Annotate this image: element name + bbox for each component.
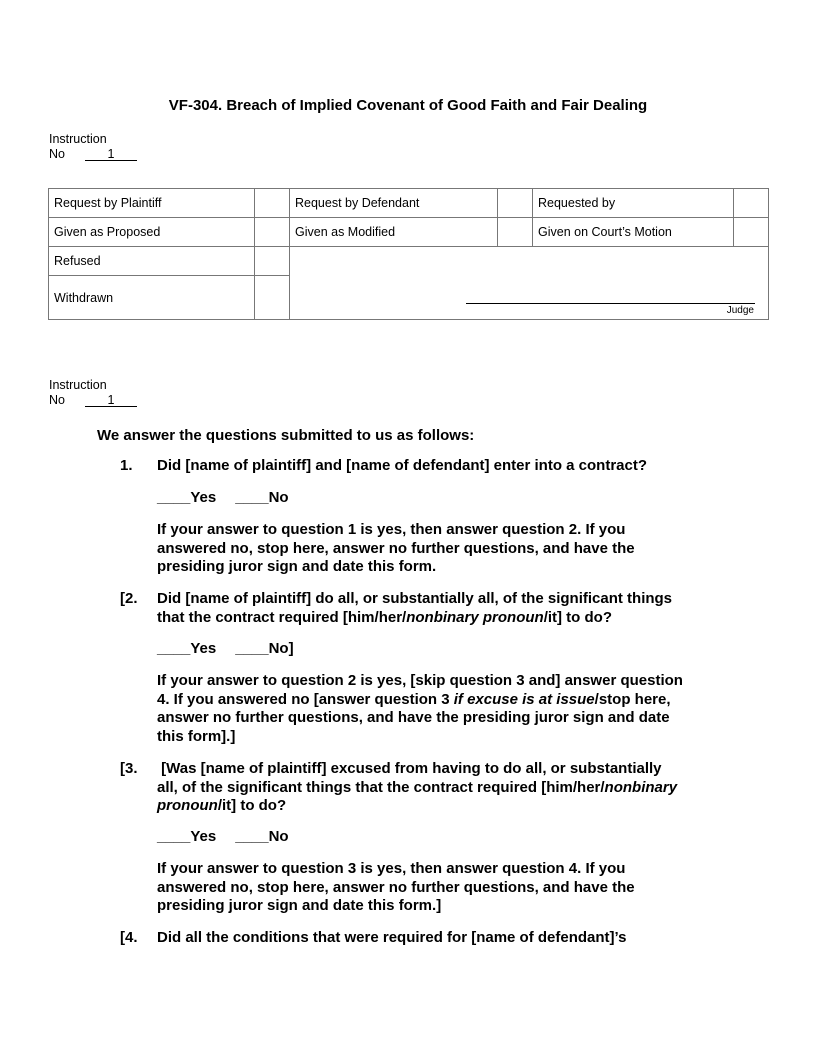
- answer-no-blank[interactable]: ____No: [235, 828, 289, 845]
- italic-text: nonbinary: [604, 778, 678, 796]
- question-number: [4.: [120, 929, 138, 946]
- answer-yes-blank[interactable]: ____Yes: [157, 640, 217, 657]
- given-as-modified-box[interactable]: [498, 218, 533, 247]
- text-line: [157, 521, 635, 540]
- given-as-proposed-box[interactable]: [255, 218, 290, 247]
- withdrawn-box[interactable]: [255, 276, 290, 320]
- question-text: [157, 760, 677, 816]
- question-number: 1.: [120, 457, 133, 474]
- requested-by-box[interactable]: [734, 189, 769, 218]
- yes-no-answer: [157, 489, 289, 508]
- instruction-label: Instruction: [49, 378, 107, 392]
- text-line: [157, 540, 635, 559]
- answer-no-blank[interactable]: ____No]: [235, 640, 294, 657]
- text-segment: that the contract required [him/her/: [157, 608, 407, 626]
- question-text: [157, 457, 647, 476]
- italic-text: if excuse is at issue: [453, 690, 595, 708]
- request-by-defendant-box[interactable]: [498, 189, 533, 218]
- italic-text: nonbinary pronoun: [406, 608, 544, 626]
- text-segment: If your answer to question 1 is yes, then answer question 2. If you: [157, 521, 626, 538]
- question-text: [157, 590, 672, 627]
- text-segment: /stop here,: [594, 690, 671, 708]
- instruction-label: Instruction: [49, 132, 107, 146]
- text-segment: Did [name of plaintiff] and [name of defendant] enter into a contract?: [157, 457, 648, 474]
- request-by-plaintiff-box[interactable]: [255, 189, 290, 218]
- text-segment: presiding juror sign and date this form.: [157, 558, 437, 575]
- italic-text: pronoun: [157, 797, 218, 814]
- instruction-number: 1: [85, 394, 137, 407]
- instruction-number-top: [49, 132, 137, 161]
- answer-yes-blank[interactable]: ____Yes: [157, 828, 217, 845]
- text-segment: presiding juror sign and date this form.]: [157, 897, 442, 914]
- page-title: VF-304. Breach of Implied Covenant of Good Faith and Fair Dealing: [168, 97, 648, 114]
- text-segment: all, of the significant things that the contract required [him/her/: [157, 778, 605, 796]
- answer-no-blank[interactable]: ____No: [235, 489, 289, 506]
- refused-box[interactable]: [255, 247, 290, 276]
- intro-text: We answer the questions submitted to us as follows:: [97, 427, 475, 444]
- text-segment: If your answer to question 3 is yes, then answer question 4. If you: [157, 860, 626, 877]
- question-instructions: [157, 521, 635, 577]
- yes-no-answer: [157, 828, 289, 847]
- no-label: No: [49, 146, 65, 161]
- text-line: [157, 457, 647, 476]
- text-line: [157, 691, 683, 710]
- judge-label: Judge: [726, 305, 754, 316]
- question-text: [157, 929, 627, 948]
- question-instructions: [157, 860, 635, 916]
- answer-yes-blank[interactable]: ____Yes: [157, 489, 217, 506]
- text-line: [157, 860, 635, 879]
- text-segment: answer no further questions, and have the presiding juror sign and date: [157, 709, 670, 726]
- request-by-defendant-label: Request by Defendant: [290, 189, 498, 218]
- text-segment: Did all the conditions that were required for [name of defendant]’s: [157, 929, 627, 946]
- text-segment: /it] to do?: [217, 797, 287, 814]
- question-number: [3.: [120, 760, 138, 777]
- text-line: [157, 897, 635, 916]
- judge-signature-area: [290, 247, 769, 320]
- question-instructions: [157, 672, 683, 746]
- text-line: [157, 728, 683, 747]
- instruction-disposition-table: [48, 188, 769, 320]
- given-on-courts-motion-box[interactable]: [734, 218, 769, 247]
- text-segment: answered no, stop here, answer no further questions, and have the: [157, 539, 635, 557]
- given-on-courts-motion-label: Given on Court’s Motion: [533, 218, 734, 247]
- instruction-number: 1: [85, 148, 137, 161]
- text-line: [157, 558, 635, 577]
- requested-by-label: Requested by: [533, 189, 734, 218]
- question-number: [2.: [120, 590, 138, 607]
- text-segment: this form].]: [157, 727, 236, 745]
- text-line: [157, 590, 672, 609]
- text-line: [157, 709, 683, 728]
- text-line: [157, 760, 677, 779]
- withdrawn-label: Withdrawn: [49, 276, 255, 320]
- no-label: No: [49, 392, 65, 407]
- text-line: [157, 879, 635, 898]
- text-line: [157, 929, 627, 948]
- text-segment: 4. If you answered no [answer question 3: [157, 690, 454, 708]
- text-line: [157, 797, 677, 816]
- instruction-number-bottom: [49, 378, 137, 407]
- text-segment: Did [name of plaintiff] do all, or substantially all, of the significant things: [157, 590, 673, 607]
- text-line: [157, 672, 683, 691]
- text-segment: /it] to do?: [543, 608, 612, 626]
- text-segment: If your answer to question 2 is yes, [skip question 3 and] answer question: [157, 672, 683, 689]
- judge-signature-line[interactable]: [466, 303, 755, 304]
- text-segment: answered no, stop here, answer no further questions, and have the: [157, 878, 635, 896]
- refused-label: Refused: [49, 247, 255, 276]
- given-as-proposed-label: Given as Proposed: [49, 218, 255, 247]
- text-line: [157, 609, 672, 628]
- text-segment: [Was [name of plaintiff] excused from having to do all, or substantially: [157, 760, 662, 777]
- given-as-modified-label: Given as Modified: [290, 218, 498, 247]
- request-by-plaintiff-label: Request by Plaintiff: [49, 189, 255, 218]
- text-line: [157, 779, 677, 798]
- yes-no-answer: [157, 640, 294, 659]
